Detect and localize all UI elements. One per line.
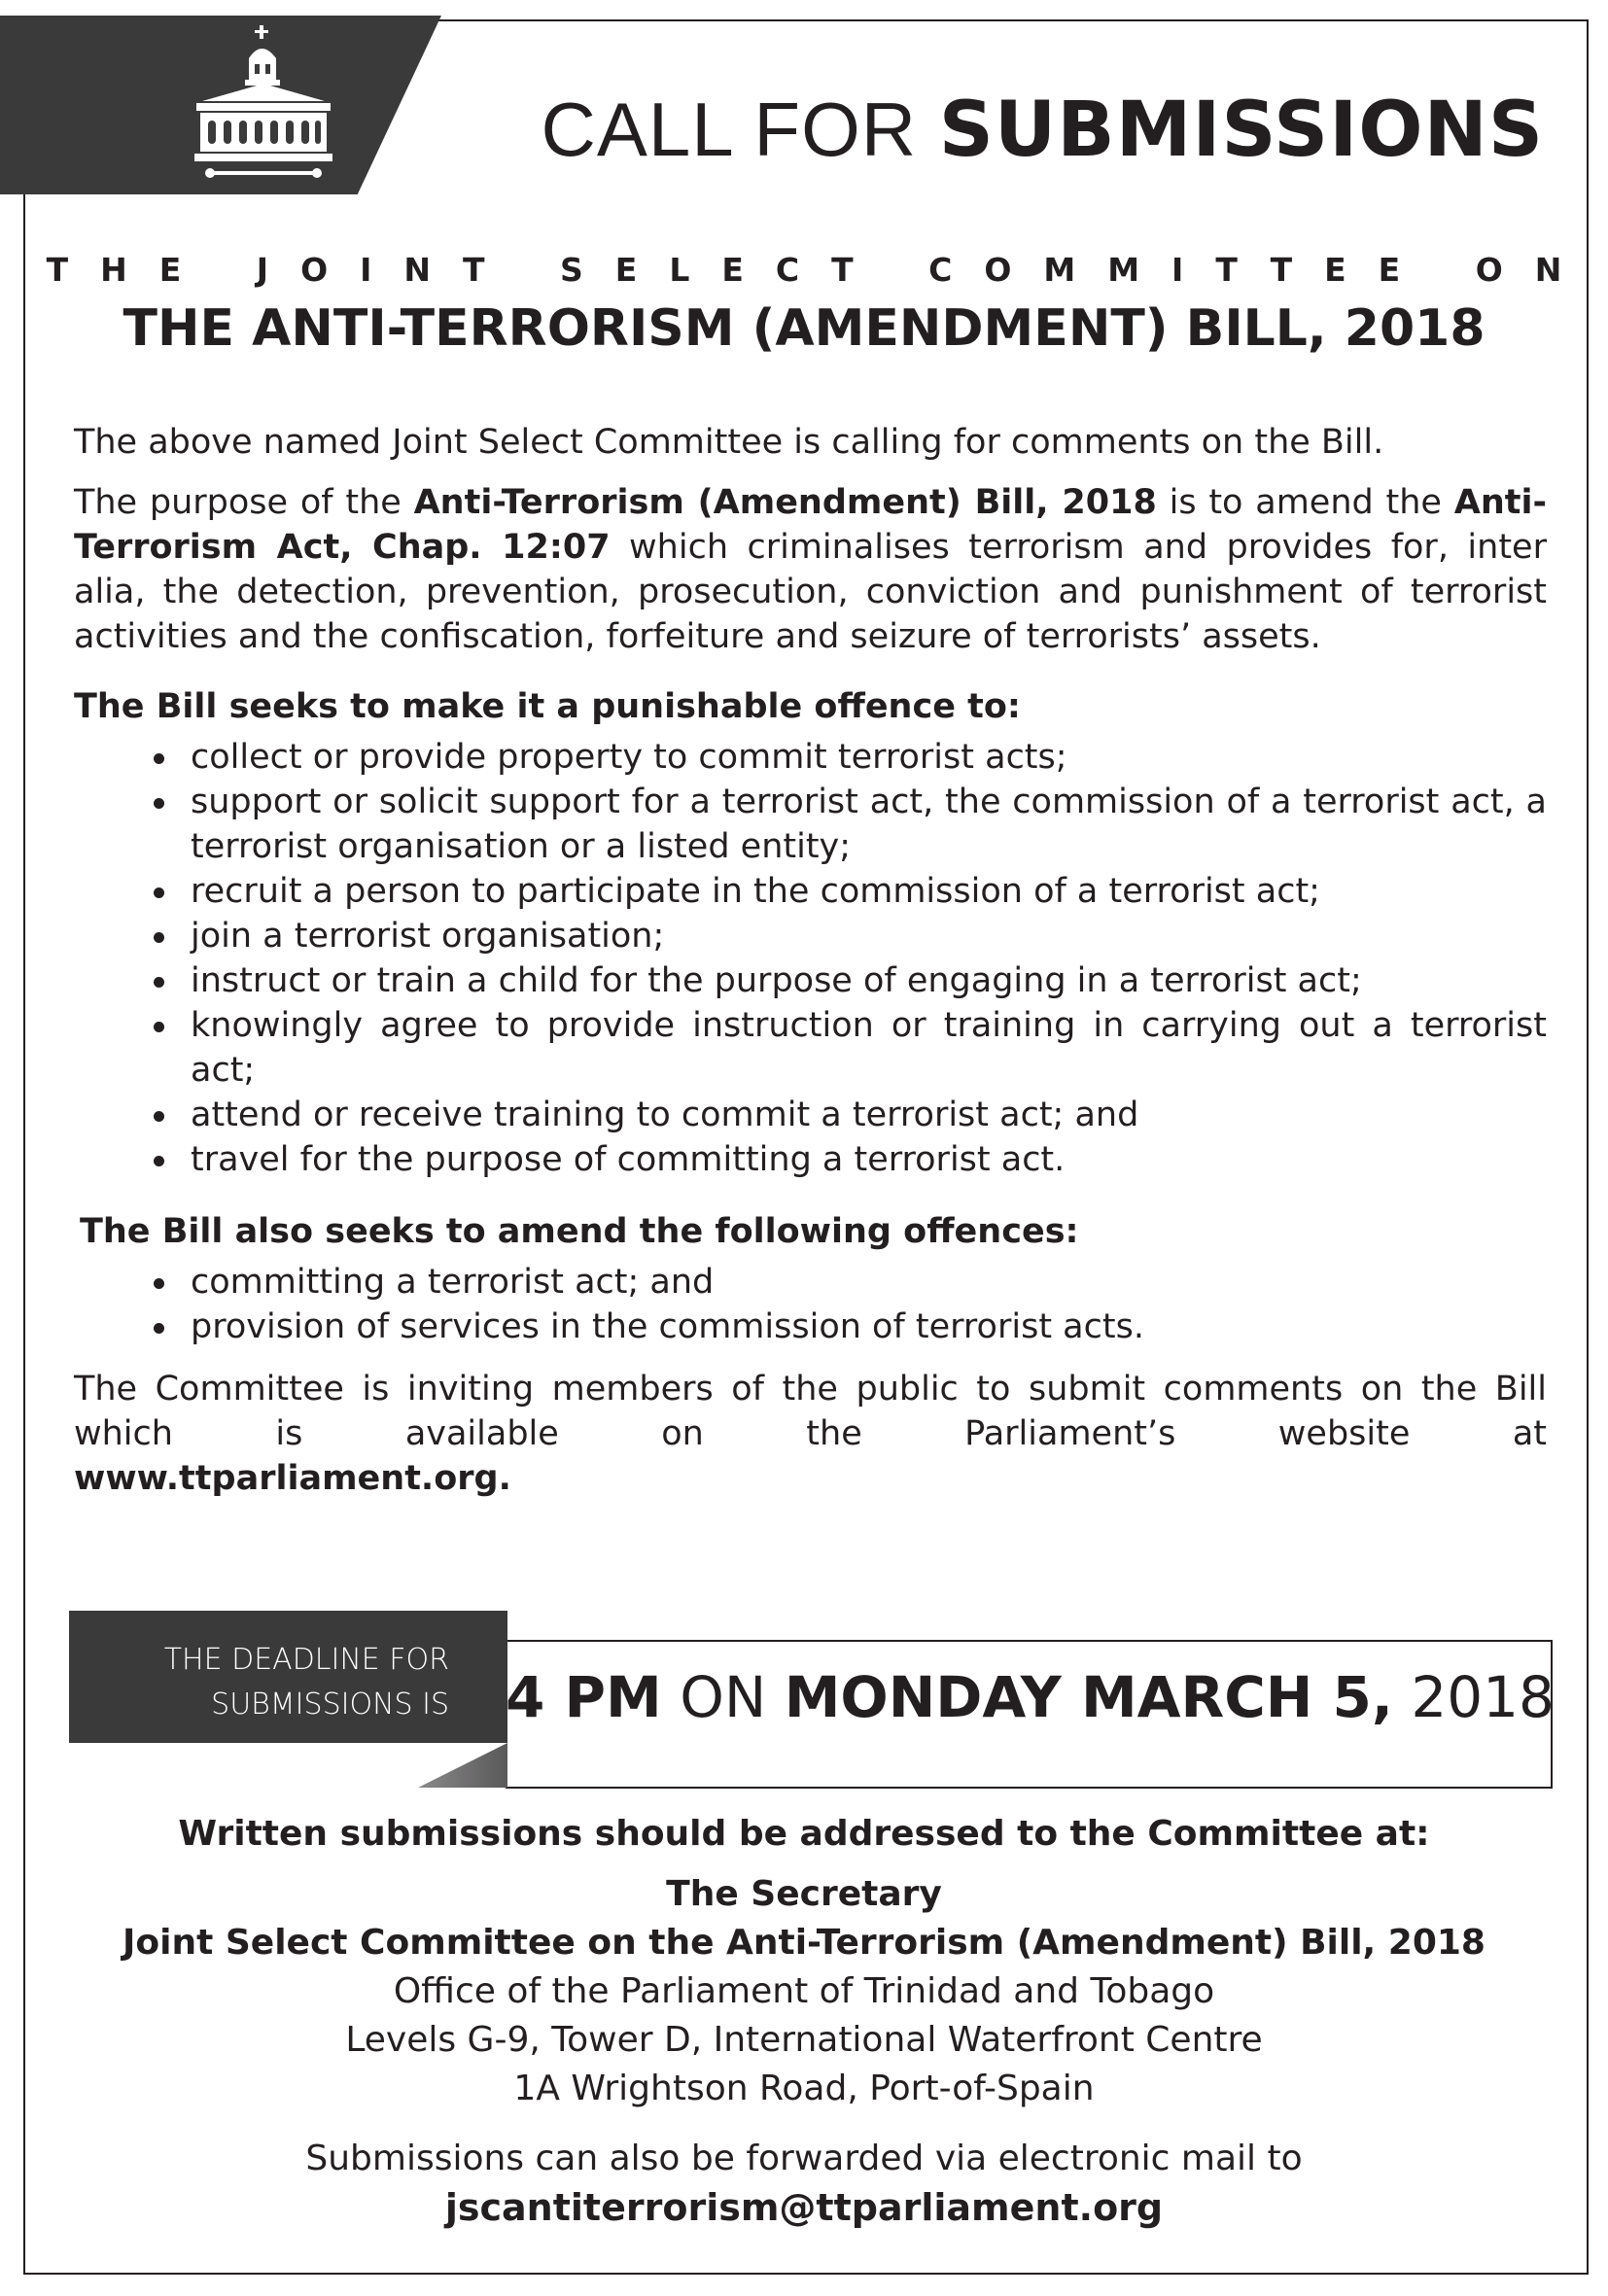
website-text: www.ttparliament.org. (74, 1459, 511, 1498)
p2-text-a: The purpose of the (74, 483, 414, 522)
committee-kicker: THE JOINT SELECT COMMITTEE ON (46, 251, 1594, 289)
list-item: join a terrorist organisation; (74, 914, 1547, 958)
call-for-submissions-headline (542, 86, 1544, 174)
invite-paragraph: The Committee is inviting members of the public to submit comments on the Bill which is available on the Parliament’s website at (74, 1370, 1547, 1453)
p2-act-name: Anti-Terrorism Act, Chap. 12:07 (74, 483, 1547, 567)
intro-paragraph-1: The above named Joint Select Committee is calling for comments on the Bill. (74, 423, 1384, 462)
address-line-1: The Secretary (666, 1874, 942, 1914)
address-line-5: 1A Wrightson Road, Port-of-Spain (513, 2069, 1095, 2108)
offences-list (74, 735, 1547, 1182)
offences-heading: The Bill seeks to make it a punishable offence to: (74, 687, 1021, 726)
email-intro: Submissions can also be forwarded via electronic mail to (305, 2139, 1303, 2178)
list-item: recruit a person to participate in the commission of a terrorist act; (74, 869, 1547, 914)
list-item: instruct or train a child for the purpose of engaging in a terrorist act; (74, 958, 1547, 1003)
deadline-label-line-2: SUBMISSIONS IS (211, 1687, 449, 1722)
parliament-building-icon (191, 25, 336, 185)
list-item: committing a terrorist act; and (74, 1260, 1547, 1305)
headline-light-part: CALL FOR (541, 87, 939, 172)
intro-paragraph-2 (74, 480, 1547, 659)
deadline-year: 2018 (1392, 1664, 1555, 1730)
address-line-2: Joint Select Committee on the Anti-Terrorism (Amendment) Bill, 2018 (122, 1923, 1486, 1963)
submission-address (0, 1810, 1608, 2232)
deadline-date (506, 1664, 1555, 1730)
deadline-time: 4 PM (506, 1664, 662, 1730)
headline-bold-part: SUBMISSIONS (938, 87, 1544, 174)
amendments-list (74, 1260, 1547, 1349)
amendments-heading: The Bill also seeks to amend the following offences: (80, 1212, 1079, 1251)
address-line-3: Office of the Parliament of Trinidad and Tobago (393, 1971, 1215, 2011)
deadline-on: ON (661, 1664, 785, 1730)
address-line-4: Levels G-9, Tower D, International Waterfront Centre (345, 2020, 1263, 2060)
deadline-day-date: MONDAY MARCH 5, (784, 1664, 1393, 1730)
notice-body (74, 420, 1547, 1516)
p2-text-b: is to amend the (1156, 483, 1454, 522)
bill-title: THE ANTI-TERRORISM (AMENDMENT) BILL, 2018 (122, 299, 1486, 358)
email-link[interactable]: jscantiterrorism@ttparliament.org (444, 2186, 1164, 2229)
address-intro: Written submissions should be addressed to the Committee at: (178, 1814, 1430, 1854)
list-item: knowingly agree to provide instruction or training in carrying out a terrorist act; (74, 1003, 1547, 1093)
list-item: support or solicit support for a terrorist act, the commission of a terrorist act, a terrorist organisation or a listed entity; (74, 780, 1547, 869)
p2-text-c: which criminalises terrorism and provides for, inter alia, the detection, prevention, prosecution, conviction and punishment of terrorist activities and the confiscation, forfeiture and seizure of terrorists’ assets. (74, 528, 1547, 656)
deadline-label (69, 1611, 507, 1743)
list-item: attend or receive training to commit a terrorist act; and (74, 1093, 1547, 1137)
p2-bill-name: Anti-Terrorism (Amendment) Bill, 2018 (413, 483, 1157, 522)
deadline-label-line-1: THE DEADLINE FOR (163, 1643, 449, 1677)
list-item: collect or provide property to commit terrorist acts; (74, 735, 1547, 780)
list-item: provision of services in the commission of terrorist acts. (74, 1305, 1547, 1349)
list-item: travel for the purpose of committing a terrorist act. (74, 1137, 1547, 1182)
website-link[interactable] (74, 1456, 1547, 1501)
